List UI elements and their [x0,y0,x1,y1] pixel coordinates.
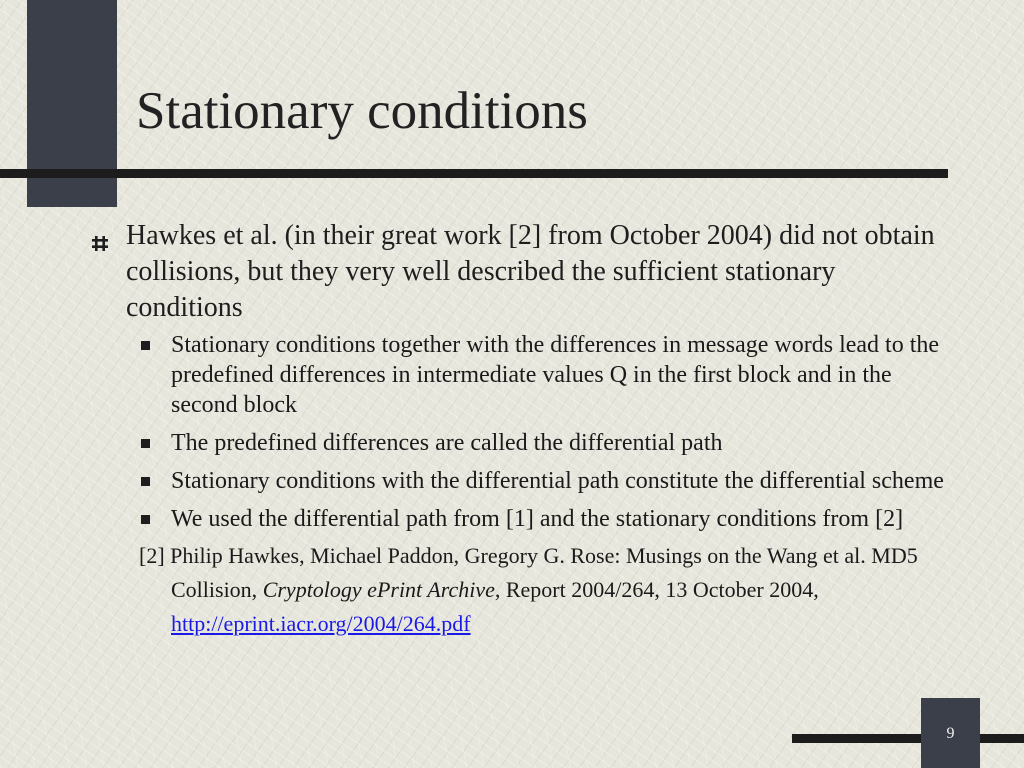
reference-suffix: , Report 2004/264, 13 October 2004, [494,577,819,602]
slide-content [90,218,945,641]
hash-bullet-icon [90,227,110,247]
square-bullet-icon [141,515,150,524]
sub-bullet-item [140,466,945,496]
title-rule [0,169,948,178]
reference-link[interactable]: http://eprint.iacr.org/2004/264.pdf [171,611,471,636]
page-number: 9 [946,725,955,742]
reference-journal: Cryptology ePrint Archive [262,577,495,602]
sub-bullet-item [140,428,945,458]
footer-rule [792,734,1024,743]
reference-prefix: [2] Philip Hawkes, Michael Paddon, Gregory G. Rose: Musings on the Wang et al. MD5 Collision, [139,543,918,602]
sub-bullet-text: The predefined differences are called the differential path [171,430,723,456]
sub-bullet-item [140,504,945,534]
square-bullet-icon [141,439,150,448]
sub-bullet-text: Stationary conditions together with the differences in message words lead to the predefined differences in intermediate values Q in the first block and in the second block [171,332,940,418]
sub-bullet-text: Stationary conditions with the differential path constitute the differential scheme [171,468,944,494]
sub-bullet-list [90,330,945,534]
sub-bullet-item [140,330,945,420]
square-bullet-icon [141,341,150,350]
sub-bullet-text: We used the differential path from [1] and the stationary conditions from [2] [171,506,904,532]
reference-citation [139,539,971,641]
main-bullet-text: Hawkes et al. (in their great work [2] from October 2004) did not obtain collisions, but they very well described the sufficient stationary conditions [126,220,935,323]
slide-title: Stationary conditions [136,82,588,140]
square-bullet-icon [141,477,150,486]
main-bullet-item [90,218,945,326]
